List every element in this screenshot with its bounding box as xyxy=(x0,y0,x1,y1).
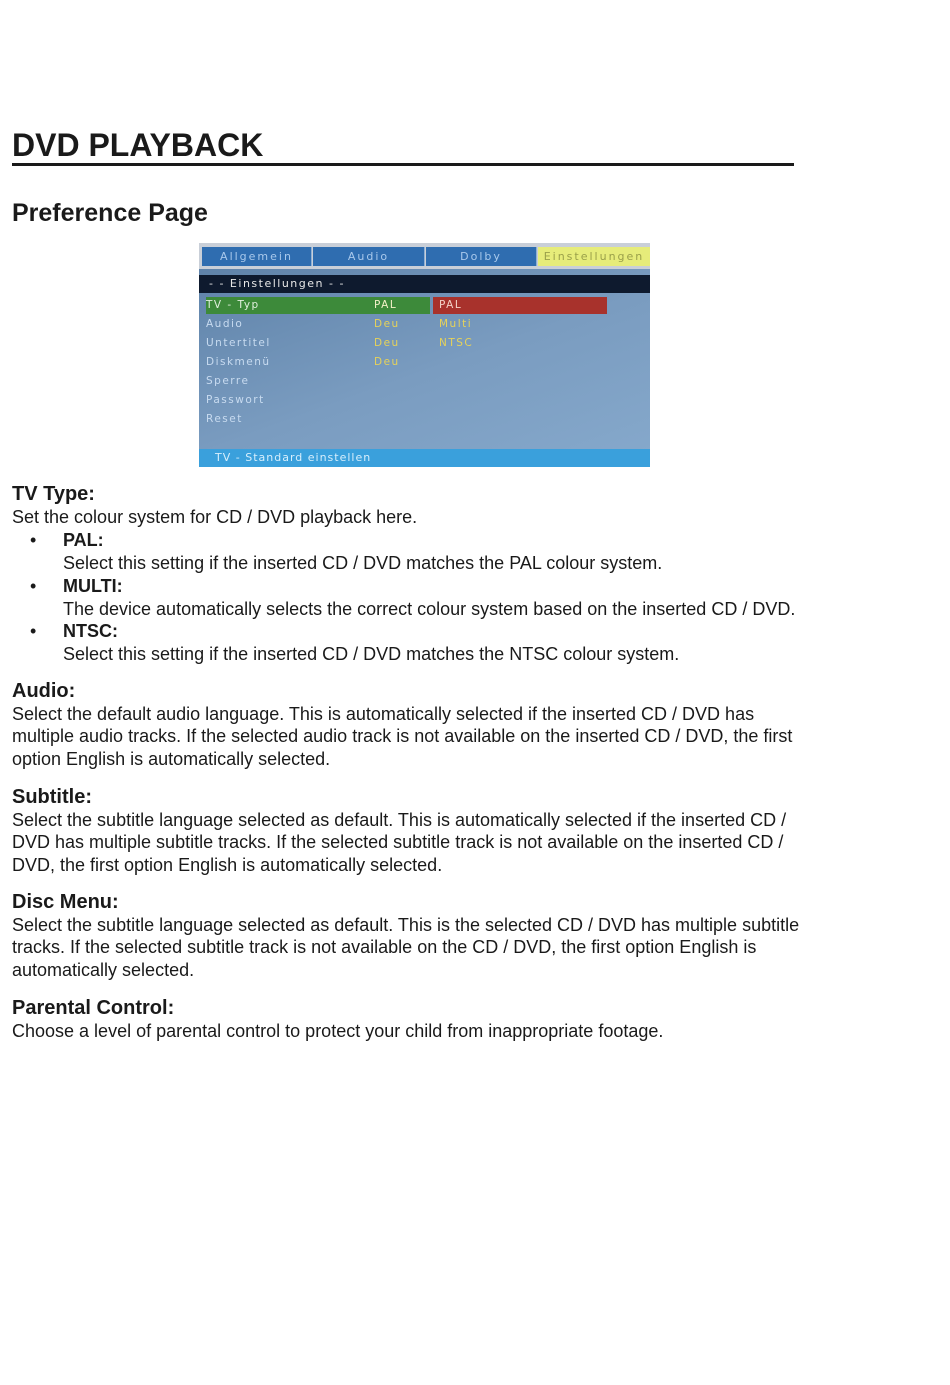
text-line: multiple audio tracks. If the selected audio track is not available on the inserted CD / DVD, the first xyxy=(12,726,793,747)
text-line: option English is automatically selected. xyxy=(12,748,331,769)
osd-tab-bar xyxy=(199,243,650,269)
bullet-text: The device automatically selects the correct colour system based on the inserted CD / DVD. xyxy=(63,599,796,619)
osd-menu-title: - - Einstellungen - - xyxy=(199,275,650,293)
page-title: DVD PLAYBACK xyxy=(12,127,794,166)
text-line: Select the subtitle language selected as default. This is automatically selected if the inserted CD / xyxy=(12,810,787,830)
bullet-title: NTSC: xyxy=(63,621,118,641)
osd-row-label: Passwort xyxy=(206,394,265,406)
section-heading: Preference Page xyxy=(12,199,208,227)
osd-row-label: Untertitel xyxy=(206,337,271,349)
audio-heading: Audio: xyxy=(12,680,76,702)
subtitle-text xyxy=(12,809,872,876)
bullet-text: Select this setting if the inserted CD / DVD matches the PAL colour system. xyxy=(63,553,663,573)
osd-row-reset xyxy=(206,411,243,428)
subtitle-heading: Subtitle: xyxy=(12,786,92,808)
bullet-title: MULTI: xyxy=(63,576,123,596)
tv-type-heading: TV Type: xyxy=(12,483,95,505)
osd-row-sperre xyxy=(206,373,249,390)
osd-row-diskmenu xyxy=(206,354,400,371)
audio-text xyxy=(12,703,872,770)
bullet-icon: • xyxy=(30,621,37,641)
bullet-text: Select this setting if the inserted CD / DVD matches the NTSC colour system. xyxy=(63,644,680,664)
osd-tab-audio: Audio xyxy=(313,247,425,266)
osd-row-value: PAL xyxy=(374,299,398,311)
parental-control-heading: Parental Control: xyxy=(12,997,175,1019)
bullet-title: PAL: xyxy=(63,530,104,550)
osd-screenshot xyxy=(199,243,650,467)
osd-tab-einstellungen: Einstellungen xyxy=(538,247,650,266)
osd-row-label: TV - Typ xyxy=(206,299,260,311)
osd-option-pal: PAL xyxy=(433,297,607,314)
tv-type-text: Set the colour system for CD / DVD playback here. xyxy=(12,507,418,527)
osd-row-audio xyxy=(206,316,400,333)
osd-option-ntsc: NTSC xyxy=(439,337,474,349)
disc-menu-heading: Disc Menu: xyxy=(12,891,119,913)
text-line: DVD, the first option English is automatically selected. xyxy=(12,854,443,875)
text-line: Select the subtitle language selected as default. This is the selected CD / DVD has multiple subtitle xyxy=(12,915,800,935)
osd-row-passwort xyxy=(206,392,265,409)
osd-row-untertitel xyxy=(206,335,400,352)
osd-row-value: Deu xyxy=(374,356,400,368)
osd-row-label: Diskmenü xyxy=(206,356,271,368)
text-line: Select the default audio language. This is automatically selected if the inserted CD / DVD has xyxy=(12,704,755,724)
osd-row-label: Audio xyxy=(206,318,244,330)
text-line: tracks. If the selected subtitle track is not available on the CD / DVD, the first option English is xyxy=(12,937,757,958)
osd-tab-allgemein: Allgemein xyxy=(202,247,312,266)
osd-status-bar: TV - Standard einstellen xyxy=(199,449,650,467)
disc-menu-text xyxy=(12,914,872,981)
bullet-icon: • xyxy=(30,530,37,550)
osd-row-value: Deu xyxy=(374,318,400,330)
osd-tab-dolby: Dolby xyxy=(426,247,537,266)
osd-row-label: Reset xyxy=(206,413,243,425)
text-line: DVD has multiple subtitle tracks. If the selected subtitle track is not available on the inserted CD / xyxy=(12,832,784,853)
osd-row-label: Sperre xyxy=(206,375,250,387)
parental-control-text: Choose a level of parental control to protect your child from inappropriate footage. xyxy=(12,1021,664,1041)
osd-row-tv-typ xyxy=(206,297,430,314)
osd-option-multi: Multi xyxy=(439,318,473,330)
bullet-icon: • xyxy=(30,576,37,596)
text-line: automatically selected. xyxy=(12,959,195,980)
osd-row-value: Deu xyxy=(374,337,400,349)
